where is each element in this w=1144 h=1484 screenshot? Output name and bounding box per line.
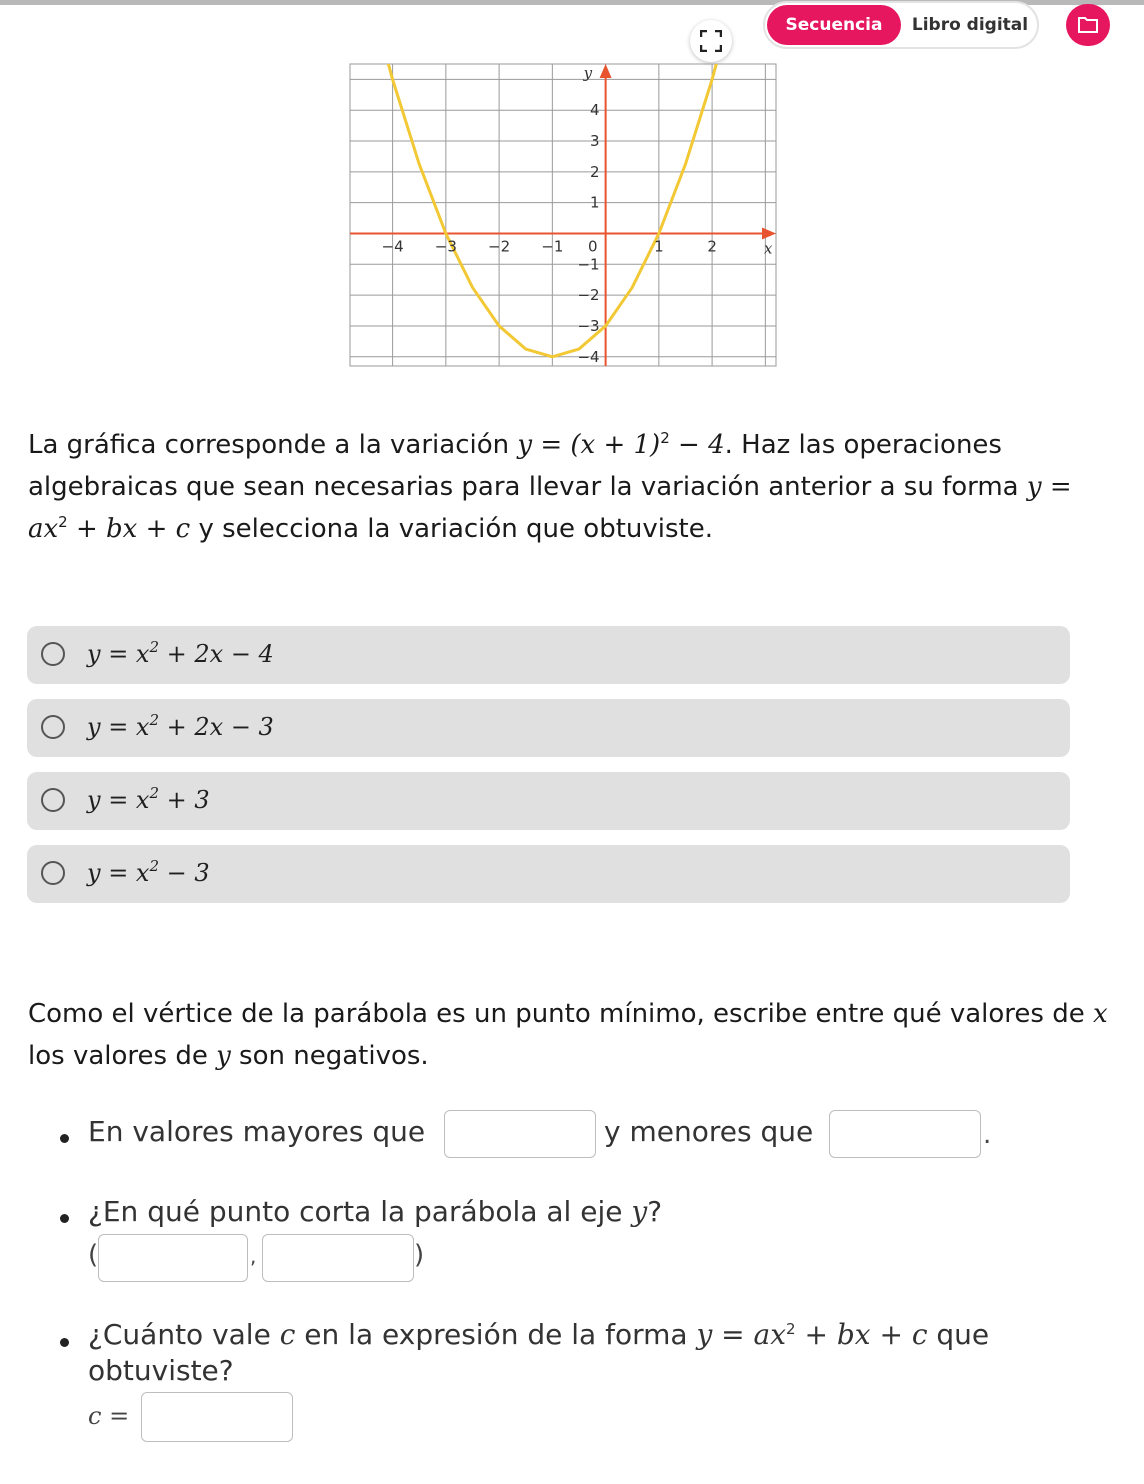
question-2-text: Como el vértice de la parábola es un punto mínimo, escribe entre qué valores de x los valores de y son negativos.	[28, 999, 1108, 1071]
fullscreen-button[interactable]	[690, 20, 732, 62]
parabola-chart	[340, 58, 780, 372]
y-tick-label: −2	[577, 286, 600, 305]
option-label: $y = x^2 + 2x - 4$	[87, 638, 274, 668]
fullscreen-icon	[700, 30, 722, 52]
bullet-dot	[60, 1214, 69, 1223]
y-tick-label: −4	[577, 347, 600, 366]
tab-digital-book[interactable]: Libro digital	[911, 15, 1029, 35]
period: .	[983, 1120, 992, 1150]
x-tick-label: 2	[707, 237, 717, 256]
option-1[interactable]	[27, 626, 1070, 684]
option-4[interactable]	[27, 845, 1070, 903]
option-label: $y = x^2 - 3$	[87, 857, 210, 887]
option-3[interactable]	[27, 772, 1070, 830]
less-than-input[interactable]	[829, 1110, 981, 1158]
x-tick-label: −3	[434, 237, 457, 256]
paren-open: (	[88, 1240, 99, 1270]
y-intercept-y-input[interactable]	[262, 1234, 414, 1282]
y-tick-label: −3	[577, 316, 600, 335]
bullet-3-text: ¿Cuánto vale c en la expresión de la forma $y = ax^2$ + bx + c que	[88, 1318, 990, 1351]
bullet-2-text: ¿En qué punto corta la parábola al eje y?	[88, 1195, 663, 1228]
view-toggle	[763, 1, 1039, 49]
radio-button[interactable]	[41, 715, 65, 739]
option-2[interactable]	[27, 699, 1070, 757]
bullet-dot	[60, 1338, 69, 1347]
c-value-input[interactable]	[141, 1392, 293, 1442]
comma: ,	[250, 1244, 257, 1268]
y-tick-label: −1	[577, 255, 600, 274]
question-1-text: La gráfica corresponde a la variación $y = (x + 1)^2 - 4$. Haz las operaciones algebraicas que sean necesarias para llevar la variación anterior a su forma $y = ax^2$ + bx + c y selecciona la variación que obtuviste.	[28, 429, 1072, 544]
y-tick-label: 4	[590, 101, 600, 120]
option-label: $y = x^2 + 3$	[87, 784, 210, 814]
y-tick-label: 2	[590, 162, 600, 181]
grid	[350, 64, 776, 366]
option-label: $y = x^2 + 2x - 3$	[87, 711, 274, 741]
y-intercept-x-input[interactable]	[98, 1234, 248, 1282]
tab-sequence[interactable]: Secuencia	[767, 5, 901, 45]
radio-button[interactable]	[41, 861, 65, 885]
y-axis-label: y	[583, 64, 593, 82]
greater-than-input[interactable]	[444, 1110, 596, 1158]
x-tick-label: 1	[654, 237, 664, 256]
paren-close: )	[414, 1240, 425, 1270]
radio-button[interactable]	[41, 788, 65, 812]
y-tick-label: 1	[590, 193, 600, 212]
c-label: c =	[88, 1402, 130, 1430]
origin-label: 0	[588, 237, 598, 256]
x-axis-arrow	[762, 227, 776, 239]
y-axis-arrow	[600, 64, 612, 78]
x-tick-label: −4	[381, 237, 404, 256]
bullet-1-text-b: y menores que	[604, 1115, 814, 1148]
y-tick-label: 3	[590, 132, 600, 151]
bullet-3-text-d: obtuviste?	[88, 1354, 234, 1387]
x-axis-label: x	[764, 239, 773, 258]
folder-icon	[1078, 15, 1098, 33]
x-tick-label: −1	[541, 237, 564, 256]
bullet-dot	[60, 1134, 69, 1143]
bullet-1-text-a: En valores mayores que	[88, 1115, 426, 1148]
x-tick-label: −2	[488, 237, 511, 256]
folder-button[interactable]	[1066, 4, 1110, 46]
radio-button[interactable]	[41, 642, 65, 666]
